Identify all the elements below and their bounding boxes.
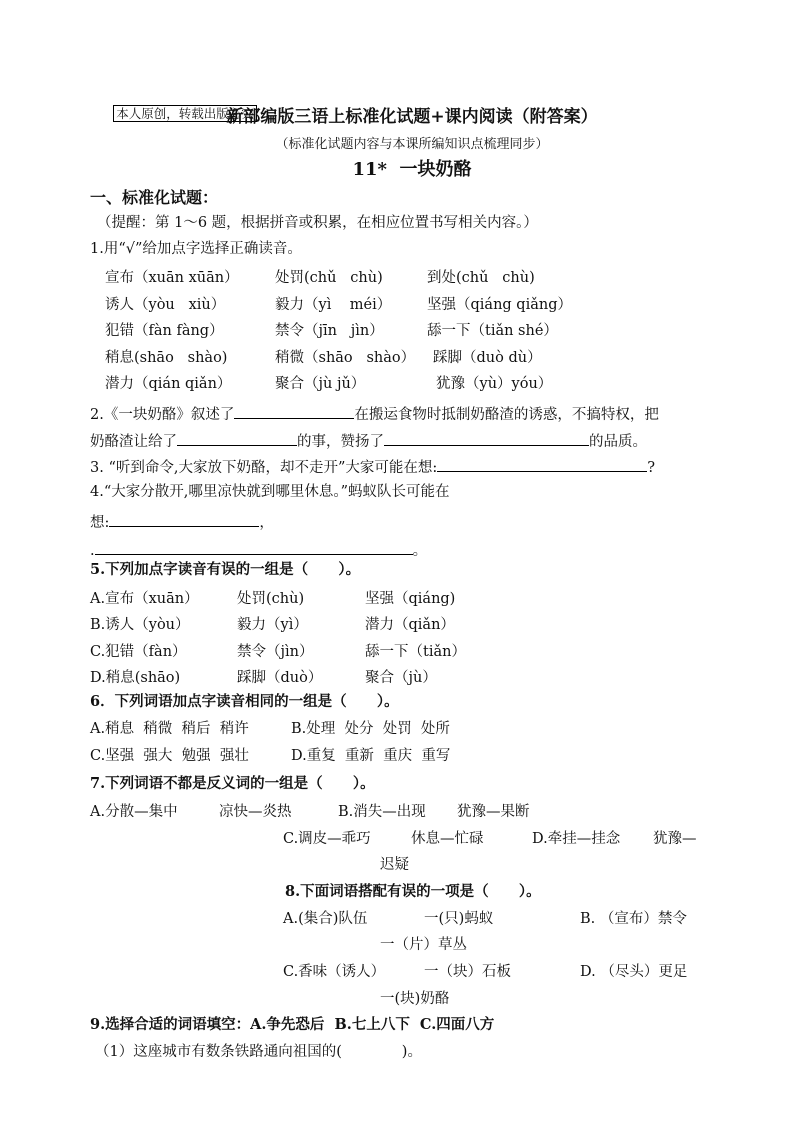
q8-option-b-2: 一（片）草丛 xyxy=(380,937,467,953)
q5-option-c-3: 舔一下（tiǎn） xyxy=(365,644,466,660)
q9-stem: 9.选择合适的词语填空：A.争先恐后 B.七上八下 C.四面八方 xyxy=(90,1016,495,1033)
q7-option-c-2: 休息—忙碌 xyxy=(411,831,484,847)
q1-row4-col3: 踩脚（duò dù） xyxy=(433,350,542,366)
q1-row4-col1: 稍息(shāo shào) xyxy=(105,350,228,366)
q1-row2-col3: 坚强（qiáng qiǎng） xyxy=(427,297,572,313)
copyright-notice: 本人原创，转载出版必究 xyxy=(104,84,257,124)
document-subtitle: （标准化试题内容与本课所编知识点梳理同步） xyxy=(275,137,549,152)
q1-row4-col2: 稍微（shāo shào） xyxy=(275,350,416,366)
q6-option-d: D.重复 重新 重庆 重写 xyxy=(291,748,451,764)
q8-option-d-2: 一(块)奶酪 xyxy=(380,991,450,1007)
q5-option-b-1: B.诱人（yòu） xyxy=(90,617,190,633)
q7-option-c-1: C.调皮—乖巧 xyxy=(283,831,371,847)
q5-option-c-2: 禁令（jìn） xyxy=(237,644,314,660)
q1-row5-col3: 犹豫（yù）yóu） xyxy=(436,376,553,392)
q7-option-a-2: 凉快—炎热 xyxy=(219,804,292,820)
q1-row1-col3: 到处(chǔ chù) xyxy=(427,270,535,286)
q6-option-a: A.稍息 稍微 稍后 稍许 xyxy=(90,721,249,737)
q1-row2-col2: 毅力（yì méi） xyxy=(275,297,392,313)
q7-option-d-2: 犹豫— xyxy=(653,831,697,847)
q5-stem: 5.下列加点字读音有误的一组是（ ）。 xyxy=(90,561,361,578)
q6-stem: 6．下列词语加点字读音相同的一组是（ ）。 xyxy=(90,693,399,710)
q1-row2-col1: 诱人（yòu xiù） xyxy=(105,297,226,313)
q9-sentence-1: （1）这座城市有数条铁路通向祖国的( )。 xyxy=(95,1044,422,1060)
q2-blank-3[interactable] xyxy=(384,429,589,446)
document-title: 新部编版三语上标准化试题+课内阅读（附答案） xyxy=(226,107,598,127)
q5-option-a-3: 坚强（qiáng) xyxy=(365,591,456,607)
q5-option-a-2: 处罚(chù) xyxy=(237,591,305,607)
q1-row5-col2: 聚合（jù jǔ） xyxy=(275,376,366,392)
q8-option-b-1: B. （宣布）禁令 xyxy=(580,911,687,927)
q2-line2: 奶酪渣让给了 的事，赞扬了 的品质。 xyxy=(90,429,647,452)
q1-stem: 1.用“√”给加点字选择正确读音。 xyxy=(90,241,302,257)
q6-option-c: C.坚强 强大 勉强 强壮 xyxy=(90,748,249,764)
q8-option-c-2: 一（块）石板 xyxy=(424,964,511,980)
q1-row1-col2: 处罚(chǔ chù) xyxy=(275,270,383,286)
q5-option-c-1: C.犯错（fàn） xyxy=(90,644,187,660)
q5-option-d-2: 踩脚（duò） xyxy=(237,670,323,686)
q2-blank-2[interactable] xyxy=(177,429,297,446)
q1-row1-col1: 宣布（xuān xūān） xyxy=(105,270,239,286)
q7-option-b-1: B.消失—出现 xyxy=(338,804,426,820)
q8-stem: 8.下面词语搭配有误的一项是（ ）。 xyxy=(285,883,541,900)
q4-blank-2[interactable] xyxy=(95,538,413,555)
q7-option-d-wrap: 迟疑 xyxy=(380,857,409,873)
q8-option-a-1: A.(集合)队伍 xyxy=(283,911,368,927)
q1-row3-col2: 禁令（jīn jìn） xyxy=(275,323,384,339)
q5-option-b-2: 毅力（yì） xyxy=(237,617,308,633)
q7-option-a-1: A.分散—集中 xyxy=(90,804,178,820)
q3-blank[interactable] xyxy=(437,455,647,472)
q2-line1: 2.《一块奶酪》叙述了 在搬运食物时抵制奶酪渣的诱惑，不搞特权，把 xyxy=(90,402,659,425)
q1-row3-col1: 犯错（fàn fàng） xyxy=(105,323,224,339)
q3-line: 3. “听到命令,大家放下奶酪，却不走开”大家可能在想: ? xyxy=(90,455,655,478)
q5-option-d-1: D.稍息(shāo) xyxy=(90,670,181,686)
q7-stem: 7.下列词语不都是反义词的一组是（ ）。 xyxy=(90,775,375,792)
q4-line2: 想: ， xyxy=(90,510,274,533)
q5-option-b-3: 潜力（qiǎn） xyxy=(365,617,455,633)
q8-option-d-1: D. （尽头）更足 xyxy=(580,964,688,980)
lesson-title: 11* 一块奶酪 xyxy=(352,159,472,180)
q1-row5-col1: 潜力（qián qiǎn） xyxy=(105,376,232,392)
q1-row3-col3: 舔一下（tiǎn shé） xyxy=(427,323,558,339)
q6-option-b: B.处理 处分 处罚 处所 xyxy=(291,721,450,737)
section-heading: 一、标准化试题： xyxy=(90,188,219,207)
q4-blank-1[interactable] xyxy=(109,510,259,527)
q8-option-c-1: C.香味（诱人） xyxy=(283,964,386,980)
q2-blank-1[interactable] xyxy=(234,402,354,419)
section-tip: （提醒：第 1～6 题，根据拼音或积累，在相应位置书写相关内容。） xyxy=(97,215,538,231)
q7-option-d-1: D.牵挂—挂念 xyxy=(532,831,621,847)
q5-option-d-3: 聚合（jù） xyxy=(365,670,437,686)
q5-option-a-1: A.宣布（xuān） xyxy=(90,591,199,607)
q4-line1: 4.“大家分散开,哪里凉快就到哪里休息。”蚂蚁队长可能在 xyxy=(90,484,450,500)
q8-option-a-2: 一(只)蚂蚁 xyxy=(424,911,494,927)
q4-line3: . 。 xyxy=(90,538,427,561)
q7-option-b-2: 犹豫—果断 xyxy=(457,804,530,820)
